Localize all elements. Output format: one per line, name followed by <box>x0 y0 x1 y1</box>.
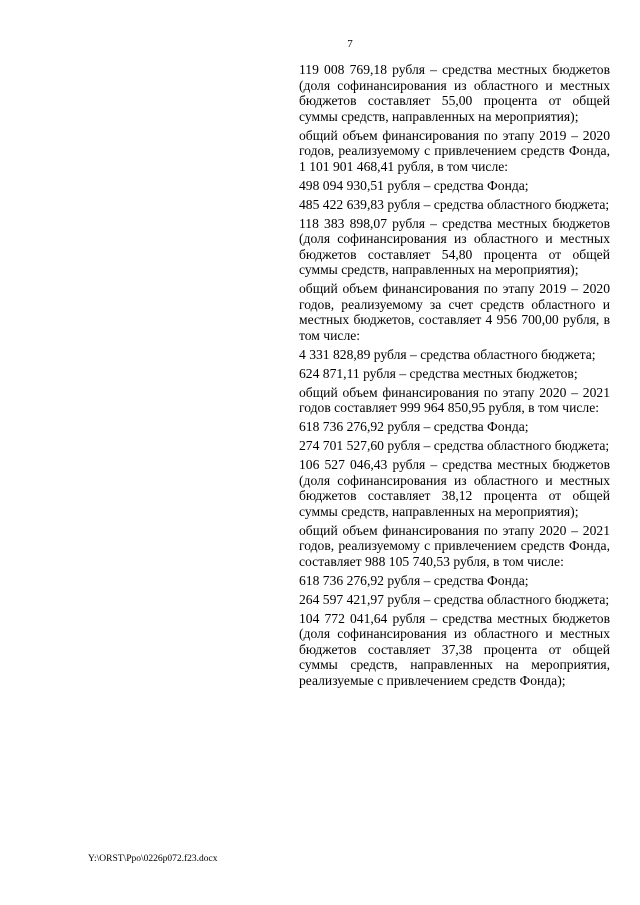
paragraph: общий объем финансирования по этапу 2019 – 2020 годов, реализуемому за счет средств областного и местных бюджетов, составляет 4 956 700,00 рубля, в том числе: <box>299 281 610 343</box>
paragraph: 118 383 898,07 рубля – средства местных бюджетов (доля софинансирования из областного и местных бюджетов составляет 54,80 процента от общей суммы средств, направленных на мероприятия); <box>299 215 610 277</box>
paragraph: 498 094 930,51 рубля – средства Фонда; <box>299 177 529 193</box>
paragraph: 274 701 527,60 рубля – средства областного бюджета; <box>299 438 610 453</box>
paragraph: 485 422 639,83 рубля – средства областного бюджета; <box>299 196 610 212</box>
footer-file-path: Y:\ORST\Ppo\0226p072.f23.docx <box>88 854 218 864</box>
paragraph: 624 871,11 рубля – средства местных бюджетов; <box>299 365 578 381</box>
paragraph: 104 772 041,64 рубля – средства местных бюджетов (доля софинансирования из областного и местных бюджетов составляет 37,38 процента от общей суммы средств, направленных на мероприятия, реализуемые с привлечением средств Фонда); <box>299 610 610 688</box>
paragraph: 264 597 421,97 рубля – средства областного бюджета; <box>299 591 610 607</box>
paragraph: 618 736 276,92 рубля – средства Фонда; <box>299 572 529 588</box>
document-body <box>299 62 610 692</box>
paragraph: общий объем финансирования по этапу 2020 – 2021 годов, реализуемому с привлечением средств Фонда, составляет 988 105 740,53 рубля, в том числе: <box>299 522 610 569</box>
paragraph: общий объем финансирования по этапу 2020 – 2021 годов составляет 999 964 850,95 рубля, в том числе: <box>299 384 610 415</box>
page-number: 7 <box>347 38 353 50</box>
paragraph: 618 736 276,92 рубля – средства Фонда; <box>299 419 529 434</box>
paragraph: 106 527 046,43 рубля – средства местных бюджетов (доля софинансирования из областного и местных бюджетов составляет 38,12 процента от общей суммы средств, направленных на мероприятия); <box>299 457 610 519</box>
paragraph: 4 331 828,89 рубля – средства областного бюджета; <box>299 346 596 362</box>
paragraph: 119 008 769,18 рубля – средства местных бюджетов (доля софинансирования из областного и местных бюджетов составляет 55,00 процента от общей суммы средств, направленных на мероприятия); <box>299 62 610 124</box>
paragraph: общий объем финансирования по этапу 2019 – 2020 годов, реализуемому с привлечением средств Фонда, 1 101 901 468,41 рубля, в том числе: <box>299 127 610 174</box>
